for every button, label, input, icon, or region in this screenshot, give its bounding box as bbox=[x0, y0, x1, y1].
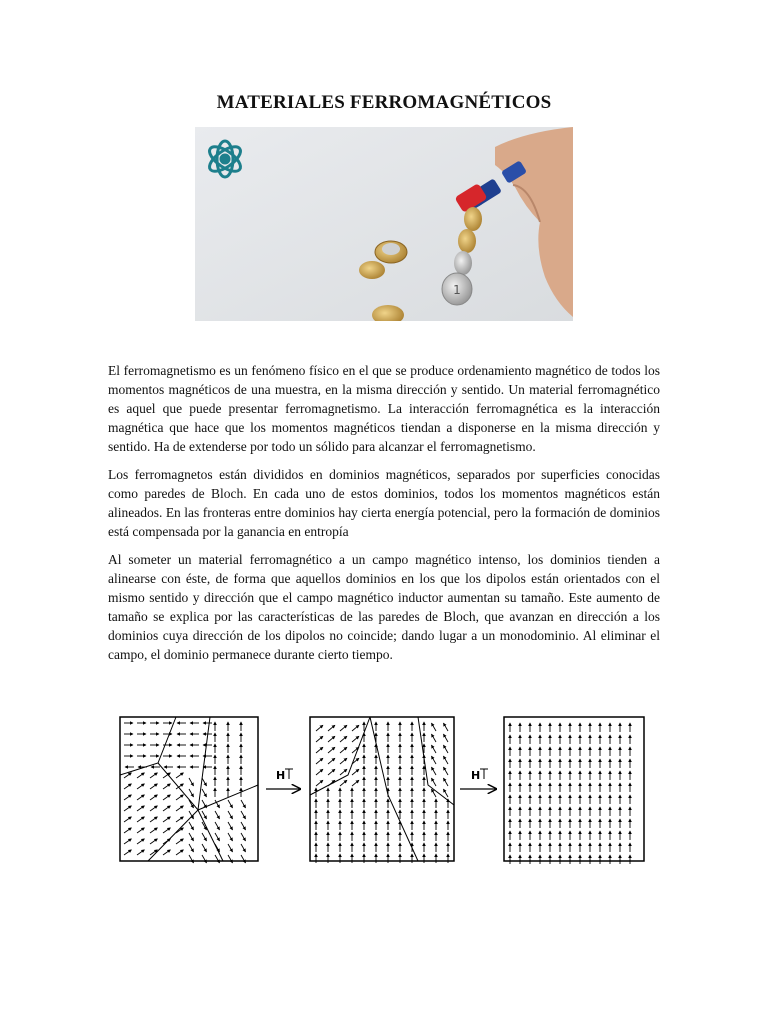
page-title: MATERIALES FERROMAGNÉTICOS bbox=[216, 92, 552, 113]
field-label-2: H bbox=[471, 769, 481, 782]
domains-panel-random bbox=[120, 717, 258, 863]
magnet-coins-photo bbox=[195, 127, 573, 321]
paragraph-1: El ferromagnetismo es un fenómeno físico en el que se produce ordenamiento magnético de todos los momentos magnéticos de una muestra, en la misma dirección y sentido. Un material ferromagnético es aquel que puede presentar ferromagnetismo. La interacción ferromagnética es la interacción magnética que hace que los momentos magnéticos tiendan a disponerse en la misma dirección y sentido. Ha de extenderse por todo un sólido para alcanzar el ferromagnetismo. bbox=[108, 363, 660, 454]
paragraph-3: Al someter un material ferromagnético a un campo magnético intenso, los dominios tienden a alinearse con éste, de forma que aquellos dominios en los que los dipolos están orientados con el mismo sentido y dirección que el campo magnético inductor aumentan su tamaño. Este aumento de tamaño se explica por las características de las paredes de Bloch, que avanzan en dirección a los dominios cuya dirección de los dipolos no coincide; dando lugar a un monodominio. Al eliminar el campo, el dominio permanece durante cierto tiempo. bbox=[108, 552, 660, 662]
domains-panel-growing bbox=[310, 717, 454, 863]
field-arrow-2 bbox=[460, 769, 496, 789]
paragraph-2: Los ferromagnetos están divididos en dominios magnéticos, separados por superficies conocidas como paredes de Bloch. En cada uno de estos dominios, todos los momentos magnéticos están alineados. En las fronteras entre dominios hay cierta energía potencial, pero la formación de dominios está compensada por la ganancia en entropía bbox=[108, 467, 660, 539]
field-label-1: H bbox=[276, 769, 286, 782]
body-text bbox=[108, 361, 660, 673]
field-arrow-1 bbox=[266, 769, 300, 789]
coin-label: 1 bbox=[453, 283, 461, 297]
domain-diagram bbox=[118, 715, 648, 865]
domains-panel-monodomain bbox=[504, 717, 644, 864]
